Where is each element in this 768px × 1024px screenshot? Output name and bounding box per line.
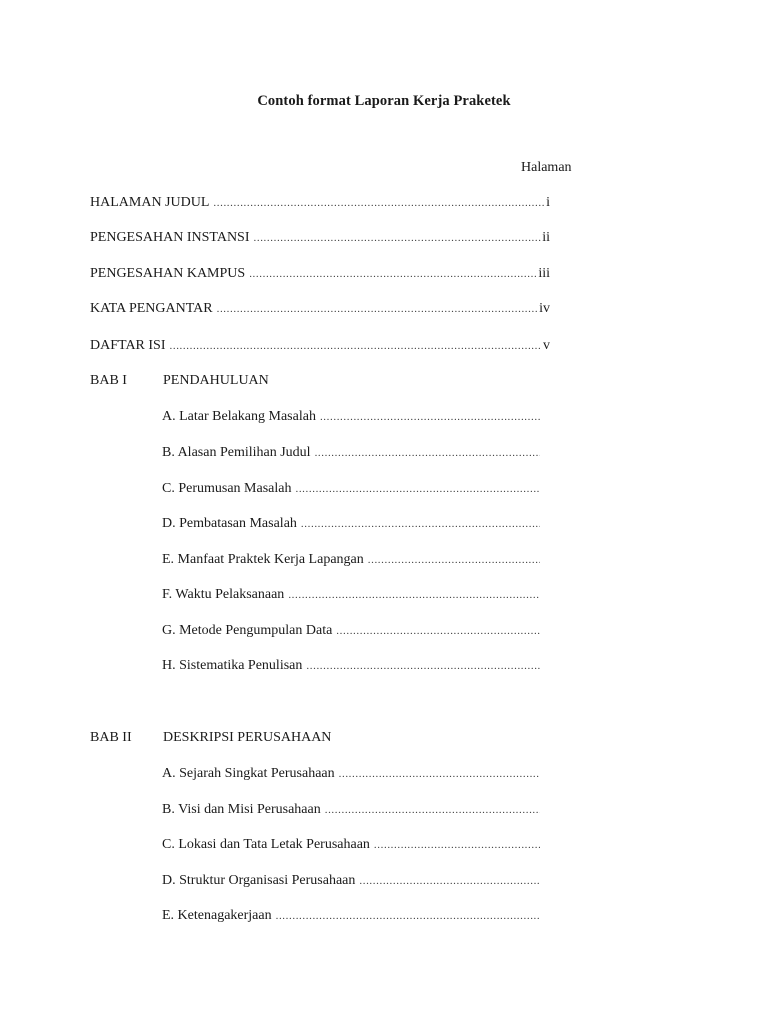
chapter-heading — [90, 371, 269, 391]
dot-leader — [249, 264, 537, 284]
toc-subentry — [162, 800, 540, 820]
toc-entry-label: HALAMAN JUDUL — [90, 195, 210, 210]
chapter-heading — [90, 728, 331, 748]
toc-entry — [90, 228, 550, 248]
toc-subentry — [162, 764, 540, 784]
dot-leader — [315, 443, 540, 463]
dot-leader — [336, 621, 540, 641]
dot-leader — [276, 906, 540, 926]
toc-entry-page: i — [546, 195, 550, 210]
toc-entry-label: PENGESAHAN INSTANSI — [90, 230, 250, 245]
toc-subentry-label: E. Ketenagakerjaan — [162, 908, 272, 923]
toc-subentry — [162, 443, 540, 463]
toc-subentry — [162, 621, 540, 641]
dot-leader — [295, 479, 540, 499]
toc-entry — [90, 264, 550, 284]
toc-subentry-label: D. Struktur Organisasi Perusahaan — [162, 873, 356, 888]
toc-subentry-label: H. Sistematika Penulisan — [162, 658, 303, 673]
chapter-number: BAB I — [90, 373, 127, 388]
toc-subentry — [162, 514, 540, 534]
dot-leader — [368, 550, 540, 570]
toc-entry-label: DAFTAR ISI — [90, 338, 166, 353]
toc-entry — [90, 336, 550, 356]
dot-leader — [359, 871, 540, 891]
document-title: Contoh format Laporan Kerja Praketek — [257, 93, 511, 109]
dot-leader — [306, 656, 540, 676]
toc-subentry-label: G. Metode Pengumpulan Data — [162, 623, 333, 638]
dot-leader — [170, 336, 543, 356]
dot-leader — [374, 835, 540, 855]
toc-subentry — [162, 906, 540, 926]
toc-subentry-label: A. Latar Belakang Masalah — [162, 409, 316, 424]
toc-subentry-label: F. Waktu Pelaksanaan — [162, 587, 285, 602]
toc-entry — [90, 299, 550, 319]
toc-entry-label: PENGESAHAN KAMPUS — [90, 266, 246, 281]
toc-entry-label: KATA PENGANTAR — [90, 301, 213, 316]
dot-leader — [301, 514, 540, 534]
page-column-header: Halaman — [521, 160, 572, 175]
toc-entry-page: v — [543, 338, 550, 353]
toc-subentry — [162, 407, 540, 427]
toc-subentry — [162, 871, 540, 891]
toc-entry-page: ii — [542, 230, 550, 245]
toc-subentry — [162, 585, 540, 605]
toc-subentry — [162, 656, 540, 676]
toc-subentry-label: B. Visi dan Misi Perusahaan — [162, 802, 321, 817]
toc-subentry-label: E. Manfaat Praktek Kerja Lapangan — [162, 552, 364, 567]
toc-entry — [90, 193, 550, 213]
toc-subentry-label: C. Lokasi dan Tata Letak Perusahaan — [162, 837, 370, 852]
toc-subentry-label: D. Pembatasan Masalah — [162, 516, 297, 531]
dot-leader — [339, 764, 540, 784]
dot-leader — [254, 228, 542, 248]
toc-entry-page: iii — [538, 266, 550, 281]
toc-entry-page: iv — [539, 301, 550, 316]
toc-subentry — [162, 479, 540, 499]
dot-leader — [325, 800, 540, 820]
dot-leader — [213, 193, 545, 213]
toc-subentry — [162, 835, 540, 855]
toc-subentry — [162, 550, 540, 570]
dot-leader — [320, 407, 540, 427]
chapter-title: PENDAHULUAN — [163, 373, 269, 388]
dot-leader — [217, 299, 539, 319]
dot-leader — [288, 585, 540, 605]
toc-subentry-label: B. Alasan Pemilihan Judul — [162, 445, 311, 460]
chapter-number: BAB II — [90, 730, 132, 745]
toc-subentry-label: A. Sejarah Singkat Perusahaan — [162, 766, 335, 781]
chapter-title: DESKRIPSI PERUSAHAAN — [163, 730, 332, 745]
toc-subentry-label: C. Perumusan Masalah — [162, 481, 292, 496]
